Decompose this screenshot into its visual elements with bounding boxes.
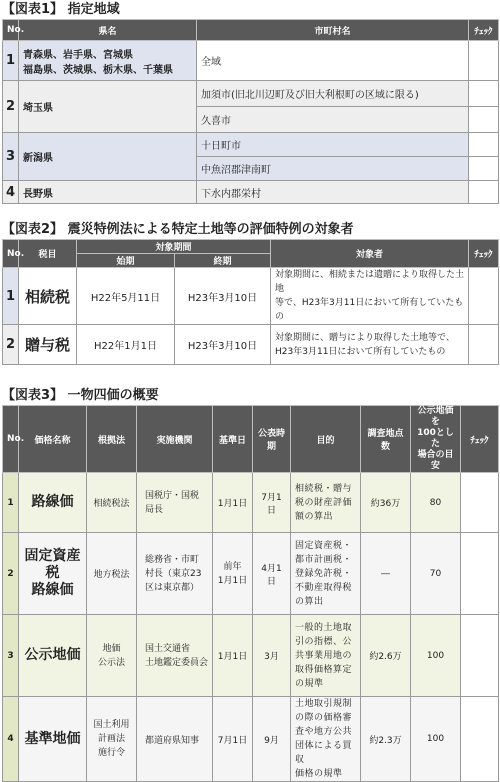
law-line: 地価: [102, 643, 121, 654]
check-box[interactable]: [469, 181, 499, 204]
purpose-line: の算出: [295, 596, 324, 607]
base-date: 1月1日: [213, 615, 253, 697]
price-name-line: 固定資産税: [24, 548, 81, 581]
header-start: 始期: [77, 254, 175, 268]
check-box[interactable]: [469, 107, 499, 133]
row-number: 2: [3, 325, 19, 365]
header-index: [411, 406, 461, 473]
header-no: No.: [3, 240, 19, 268]
check-box[interactable]: [469, 325, 499, 365]
publication-time: 7月1日: [253, 473, 291, 533]
header-prefecture: 県名: [19, 20, 197, 41]
row-number: 4: [3, 181, 19, 204]
agency-cell: [137, 473, 213, 533]
header-check: ﾁｪｯｸ: [469, 20, 499, 41]
target-persons-table: [2, 239, 499, 365]
base-date-line: 1月1日: [217, 575, 248, 586]
purpose-line: 土地取引規制: [295, 699, 353, 709]
header-tax: 税目: [19, 240, 77, 268]
check-box[interactable]: [469, 157, 499, 181]
prefecture-line: 青森県、岩手県、宮城県: [23, 49, 133, 61]
base-date: 1月1日: [213, 473, 253, 533]
survey-points: 約36万: [361, 473, 411, 533]
target-line: 等で、H23年3月11日において所有していたもの: [275, 298, 464, 322]
purpose-line: 不動産取得税: [295, 582, 353, 593]
header-price-name: 価格名称: [19, 406, 87, 473]
row-number: 3: [3, 615, 19, 697]
check-box[interactable]: [469, 133, 499, 157]
price-name-line: 路線価: [31, 494, 74, 510]
header-publication: 公表時期: [253, 406, 291, 473]
start-date: H22年5月11日: [77, 268, 175, 325]
target-description: [271, 268, 469, 325]
purpose-line: 取得価格算定: [295, 664, 353, 675]
agency-line: 局長: [145, 504, 164, 515]
purpose-cell: [291, 533, 361, 615]
check-box[interactable]: [469, 81, 499, 107]
header-purpose: 目的: [291, 406, 361, 473]
law-cell: [87, 697, 137, 782]
price-name-line: 基準地価: [24, 730, 81, 747]
agency-line: 総務省・市町: [145, 554, 200, 565]
check-box[interactable]: [461, 615, 499, 697]
header-base-date: 基準日: [213, 406, 253, 473]
purpose-line: 登録免許税・: [295, 568, 353, 579]
law-cell: 地方税法: [87, 533, 137, 615]
tax-name: 贈与税: [19, 325, 77, 365]
row-number: 1: [3, 41, 19, 81]
agency-line: 国土交通省: [145, 643, 191, 654]
check-box[interactable]: [461, 697, 499, 782]
target-description: [271, 325, 469, 365]
municipality-cell: 十日町市: [197, 133, 469, 157]
agency-line: 国税庁・国税: [145, 490, 200, 501]
row-number: 1: [3, 473, 19, 533]
header-check: ﾁｪｯｸ: [461, 406, 499, 473]
index-value: 100: [411, 697, 461, 782]
municipality-cell: 加須市(旧北川辺町及び旧大利根町の区域に限る): [197, 81, 469, 107]
purpose-cell: [291, 697, 361, 782]
table2-title: 【図表2】 震災特例法による特定土地等の評価特例の対象者: [2, 222, 354, 237]
municipality-cell: 下水内郡栄村: [197, 181, 469, 204]
purpose-line: 共事業用地の: [295, 650, 353, 661]
header-no: No.: [3, 406, 19, 473]
check-box[interactable]: [461, 533, 499, 615]
prefecture-cell: 長野県: [19, 181, 197, 204]
purpose-cell: [291, 473, 361, 533]
law-line: 公示法: [97, 657, 125, 668]
municipality-cell: 全域: [197, 41, 469, 81]
target-line: H23年3月11日において所有していたもの: [275, 346, 446, 357]
table1-title: 【図表1】 指定地域: [2, 2, 120, 17]
check-box[interactable]: [469, 41, 499, 81]
law-line: 国土利用: [93, 720, 130, 730]
index-value: 100: [411, 615, 461, 697]
agency-line: 土地鑑定委員会: [145, 657, 209, 668]
publication-time: 3月: [253, 615, 291, 697]
purpose-line: 査や地方公共: [295, 727, 353, 737]
row-number: 2: [3, 81, 19, 133]
survey-points: 約2.6万: [361, 615, 411, 697]
purpose-line: 団体による買収: [295, 741, 353, 765]
target-line: 対象期間に、相続または遺贈により取得した土地: [275, 270, 465, 294]
header-law: 根拠法: [87, 406, 137, 473]
header-end: 終期: [175, 254, 271, 268]
price-name: [19, 533, 87, 615]
row-number: 2: [3, 533, 19, 615]
base-date: 7月1日: [213, 697, 253, 782]
survey-points: 約2.3万: [361, 697, 411, 782]
prefecture-cell: [19, 41, 197, 81]
start-date: H22年1月1日: [77, 325, 175, 365]
index-value: 70: [411, 533, 461, 615]
agency-cell: 都道府県知事: [137, 697, 213, 782]
base-date-line: 前年: [223, 561, 242, 572]
municipality-cell: 中魚沼郡津南町: [197, 157, 469, 181]
header-check: ﾁｪｯｸ: [469, 240, 499, 268]
publication-time: 9月: [253, 697, 291, 782]
target-line: 対象期間に、贈与により取得した土地等で、: [275, 332, 455, 343]
tax-name: 相続税: [19, 268, 77, 325]
row-number: 1: [3, 268, 19, 325]
agency-cell: [137, 615, 213, 697]
header-agency: 実施機関: [137, 406, 213, 473]
agency-line: 区は東京都）: [145, 582, 200, 593]
base-date: [213, 533, 253, 615]
purpose-line: 税の財産評価: [295, 497, 353, 508]
price-name: [19, 697, 87, 782]
check-box[interactable]: [469, 268, 499, 325]
survey-points: ―: [361, 533, 411, 615]
header-target: 対象者: [271, 240, 469, 268]
price-name-line: 公示地価: [24, 647, 81, 663]
end-date: H23年3月10日: [175, 325, 271, 365]
purpose-line: 固定資産税・: [295, 540, 353, 551]
table3-title: 【図表3】 一物四価の概要: [2, 388, 159, 403]
header-no: No.: [3, 20, 19, 41]
publication-time: 4月1日: [253, 533, 291, 615]
purpose-line: 価格の規準: [295, 769, 343, 779]
purpose-line: 額の算出: [295, 511, 334, 522]
municipality-cell: 久喜市: [197, 107, 469, 133]
prefecture-cell: 新潟県: [19, 133, 197, 181]
purpose-line: の規準: [295, 678, 324, 689]
purpose-line: の際の価格審: [295, 713, 353, 723]
index-value: 80: [411, 473, 461, 533]
price-name: [19, 473, 87, 533]
prefecture-line: 福島県、茨城県、栃木県、千葉県: [23, 64, 173, 76]
price-name: [19, 615, 87, 697]
index-header-line: 場合の目安: [417, 450, 454, 471]
index-header-line: 公示地価を: [417, 406, 454, 427]
row-number: 3: [3, 133, 19, 181]
header-municipality: 市町村名: [197, 20, 469, 41]
row-number: 4: [3, 697, 19, 782]
purpose-cell: [291, 615, 361, 697]
index-header-line: 100とした: [417, 428, 454, 449]
purpose-line: 引の指標、公: [295, 636, 353, 647]
purpose-line: 都市計画税・: [295, 554, 353, 565]
agency-cell: [137, 533, 213, 615]
header-survey-points: 調査地点数: [361, 406, 411, 473]
law-cell: [87, 615, 137, 697]
price-overview-table: [2, 405, 499, 782]
price-name-line: 路線価: [31, 582, 74, 598]
prefecture-cell: 埼玉県: [19, 81, 197, 133]
law-cell: 相続税法: [87, 473, 137, 533]
designated-area-table: [2, 19, 499, 204]
purpose-line: 一般的土地取: [295, 622, 353, 633]
agency-line: 村長（東京23: [145, 568, 202, 579]
law-line: 施行令: [97, 748, 125, 758]
check-box[interactable]: [461, 473, 499, 533]
purpose-line: 相続税・贈与: [295, 483, 353, 494]
law-line: 計画法: [97, 734, 125, 744]
header-period: 対象期間: [77, 240, 271, 254]
end-date: H23年3月10日: [175, 268, 271, 325]
